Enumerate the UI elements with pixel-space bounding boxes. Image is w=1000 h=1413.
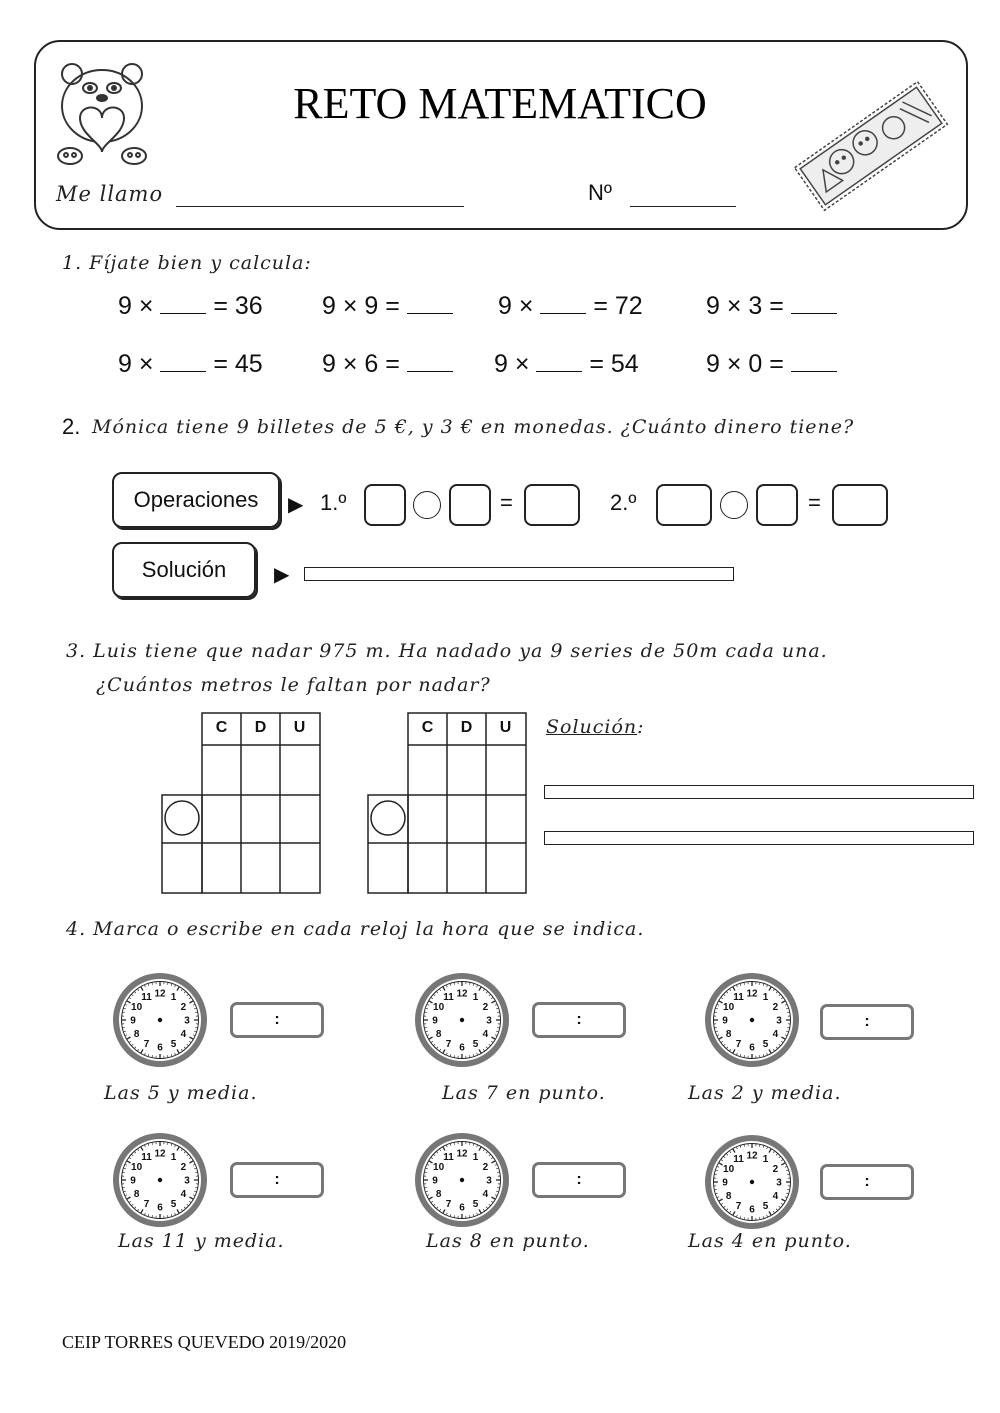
clock-number: 12 (456, 1148, 468, 1160)
clock-number: 4 (772, 1191, 779, 1202)
equals-sign: = (808, 490, 821, 515)
clock-number: 2 (772, 1164, 779, 1175)
clock-number: 9 (432, 1175, 438, 1187)
clock-caption: Las 7 en punto. (442, 1082, 606, 1104)
clock-number: 3 (486, 1015, 492, 1027)
clock-number: 8 (725, 1191, 732, 1202)
clock-caption: Las 5 y media. (104, 1082, 258, 1104)
clock-face[interactable] (704, 1134, 800, 1230)
clock-number: 9 (130, 1175, 136, 1187)
clock-center (750, 1018, 754, 1022)
clock-number: 1 (762, 1154, 769, 1166)
clock-number: 11 (733, 1154, 744, 1166)
clock-number: 2 (772, 1002, 779, 1013)
clock-number: 12 (746, 1150, 758, 1162)
name-label: Me llamo (56, 182, 164, 206)
number-label: Nº (588, 180, 612, 205)
q2-prompt: Mónica tiene 9 billetes de 5 €, y 3 € en monedas. ¿Cuánto dinero tiene? (92, 416, 855, 438)
time-separator: : (576, 1171, 582, 1188)
clock-number: 8 (435, 1189, 442, 1200)
clock-number: 8 (435, 1029, 442, 1040)
clock-number: 6 (749, 1204, 755, 1216)
clock-number: 9 (722, 1015, 728, 1027)
q3-prompt-line2: ¿Cuántos metros le faltan por nadar? (96, 674, 491, 696)
clock-number: 12 (746, 988, 758, 1000)
clock-face[interactable] (112, 972, 208, 1068)
clock-number: 7 (143, 1198, 150, 1210)
clock-center (460, 1178, 464, 1182)
clock-number: 4 (772, 1029, 779, 1040)
answer-blank[interactable] (791, 350, 837, 372)
clock-number: 7 (735, 1200, 742, 1212)
clock-number: 2 (482, 1002, 489, 1013)
operations-label: Operaciones (112, 472, 280, 528)
equation: 9 × 3 = (706, 292, 837, 321)
column-header: U (293, 719, 306, 736)
clock-number: 10 (723, 1164, 735, 1175)
answer-blank[interactable] (407, 292, 453, 314)
operand-box[interactable] (364, 484, 406, 526)
arrow-icon: ▶ (288, 492, 304, 516)
equation: 9 × = 54 (494, 350, 639, 378)
solution-answer-line[interactable] (544, 831, 974, 845)
time-answer-box[interactable] (230, 1162, 324, 1198)
footer-school: CEIP TORRES QUEVEDO 2019/2020 (62, 1332, 347, 1352)
time-separator: : (576, 1011, 582, 1028)
clock-number: 11 (141, 992, 152, 1004)
q2-number: 2. (62, 414, 81, 439)
clock-number: 6 (459, 1202, 465, 1214)
number-field[interactable] (630, 206, 736, 207)
clock-number: 6 (459, 1042, 465, 1054)
time-separator: : (864, 1013, 870, 1030)
equation: 9 × 6 = (322, 350, 453, 379)
result-box[interactable] (832, 484, 888, 526)
clock-number: 1 (170, 992, 177, 1004)
clock-number: 4 (180, 1189, 187, 1200)
clock-number: 3 (184, 1015, 190, 1027)
clock-center (158, 1018, 162, 1022)
clock-number: 1 (472, 1152, 479, 1164)
clock-face[interactable] (414, 1132, 510, 1228)
clock-number: 5 (762, 1038, 769, 1050)
column-header: U (499, 719, 512, 736)
time-answer-box[interactable] (820, 1004, 914, 1040)
clock-number: 2 (180, 1002, 187, 1013)
clock-number: 6 (749, 1042, 755, 1054)
clock-number: 8 (133, 1029, 140, 1040)
clock-number: 2 (482, 1162, 489, 1173)
clock-face[interactable] (112, 1132, 208, 1228)
clock-number: 11 (141, 1152, 152, 1164)
time-separator: : (274, 1171, 280, 1188)
page-title: RETO MATEMATICO (293, 79, 707, 128)
q3-prompt-line1: 3. Luis tiene que nadar 975 m. Ha nadado ya 9 series de 50m cada una. (66, 640, 828, 662)
clock-number: 1 (762, 992, 769, 1004)
time-answer-box[interactable] (532, 1002, 626, 1038)
clock-number: 11 (733, 992, 744, 1004)
operator-circle[interactable] (720, 491, 748, 519)
solution-answer-line[interactable] (544, 785, 974, 799)
clock-caption: Las 11 y media. (118, 1230, 285, 1252)
clock-number: 10 (433, 1002, 445, 1013)
clock-number: 10 (433, 1162, 445, 1173)
result-box[interactable] (524, 484, 580, 526)
clock-caption: Las 8 en punto. (426, 1230, 590, 1252)
operand-box[interactable] (449, 484, 491, 526)
clock-number: 3 (776, 1015, 782, 1027)
step-two-label: 2.º (610, 490, 637, 515)
clock-number: 10 (723, 1002, 735, 1013)
time-answer-box[interactable] (532, 1162, 626, 1198)
clock-number: 12 (154, 988, 166, 1000)
clock-number: 5 (762, 1200, 769, 1212)
clock-number: 3 (184, 1175, 190, 1187)
clock-number: 5 (472, 1198, 479, 1210)
clock-number: 5 (170, 1198, 177, 1210)
arrow-icon: ▶ (274, 562, 290, 586)
column-header: D (254, 719, 267, 736)
clock-face[interactable] (414, 972, 510, 1068)
step-one-label: 1.º (320, 490, 347, 515)
school-supplies-illustration (788, 62, 954, 230)
clock-number: 10 (131, 1002, 143, 1013)
clock-face[interactable] (704, 972, 800, 1068)
answer-blank[interactable] (791, 292, 837, 314)
column-header: C (215, 719, 228, 736)
time-answer-box[interactable] (820, 1164, 914, 1200)
clock-number: 7 (143, 1038, 150, 1050)
solution-label: Solución (112, 542, 256, 598)
equation: 9 × 9 = (322, 292, 453, 321)
clock-number: 9 (432, 1015, 438, 1027)
clock-number: 4 (482, 1029, 489, 1040)
operand-box[interactable] (656, 484, 712, 526)
answer-blank[interactable] (540, 292, 586, 314)
clock-number: 4 (180, 1029, 187, 1040)
clock-number: 3 (486, 1175, 492, 1187)
equals-sign: = (500, 490, 513, 515)
clock-number: 8 (133, 1189, 140, 1200)
answer-blank[interactable] (536, 350, 582, 372)
clock-center (158, 1178, 162, 1182)
column-header: D (460, 719, 473, 736)
clock-number: 5 (472, 1038, 479, 1050)
clock-number: 2 (180, 1162, 187, 1173)
clock-center (750, 1180, 754, 1184)
time-separator: : (274, 1011, 280, 1028)
q4-prompt: 4. Marca o escribe en cada reloj la hora que se indica. (66, 918, 645, 940)
clock-number: 3 (776, 1177, 782, 1189)
clock-number: 7 (735, 1038, 742, 1050)
column-header: C (421, 719, 434, 736)
clock-number: 6 (157, 1202, 163, 1214)
clock-caption: Las 4 en punto. (688, 1230, 852, 1252)
clock-number: 11 (443, 992, 454, 1004)
clock-number: 11 (443, 1152, 454, 1164)
clock-number: 7 (445, 1198, 452, 1210)
clock-number: 9 (722, 1177, 728, 1189)
operand-box[interactable] (756, 484, 798, 526)
time-answer-box[interactable] (230, 1002, 324, 1038)
clock-number: 10 (131, 1162, 143, 1173)
operator-circle[interactable] (413, 491, 441, 519)
q3-solution-label: Solución: (546, 716, 645, 738)
equation: 9 × = 45 (118, 350, 263, 378)
clock-number: 4 (482, 1189, 489, 1200)
answer-blank[interactable] (160, 292, 206, 314)
clock-number: 5 (170, 1038, 177, 1050)
clock-caption: Las 2 y media. (688, 1082, 842, 1104)
solution-answer-line[interactable] (304, 567, 734, 581)
clock-number: 1 (472, 992, 479, 1004)
q1-prompt: 1. Fíjate bien y calcula: (62, 252, 312, 274)
answer-blank[interactable] (407, 350, 453, 372)
clock-number: 7 (445, 1038, 452, 1050)
clock-number: 6 (157, 1042, 163, 1054)
equation: 9 × = 36 (118, 292, 263, 320)
clock-number: 8 (725, 1029, 732, 1040)
equation: 9 × = 72 (498, 292, 643, 320)
clock-center (460, 1018, 464, 1022)
name-field[interactable] (176, 206, 464, 207)
clock-number: 12 (154, 1148, 166, 1160)
clock-number: 1 (170, 1152, 177, 1164)
time-separator: : (864, 1173, 870, 1190)
clock-number: 12 (456, 988, 468, 1000)
clock-number: 9 (130, 1015, 136, 1027)
equation: 9 × 0 = (706, 350, 837, 379)
answer-blank[interactable] (160, 350, 206, 372)
